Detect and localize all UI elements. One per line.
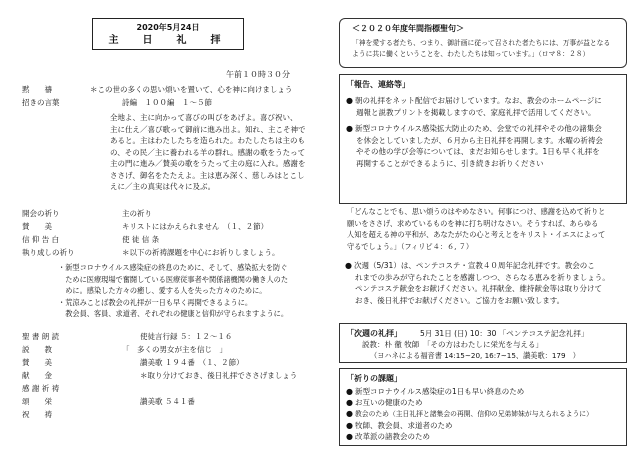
order-label: 賛 美: [22, 358, 52, 367]
order-value: 讃美歌 １９４番 （１、２節）: [140, 358, 244, 367]
order-label: 黙 禱: [22, 85, 52, 94]
order-label: 招きの言葉: [22, 98, 60, 107]
next-week-datetime: 5月 31日 (日) 10：30 「ペンテコステ記念礼拝」: [420, 329, 589, 338]
bullet-icon: ●: [346, 124, 353, 133]
order-value: 主の祈り: [122, 209, 152, 218]
prayer-topics-heading: 「祈りの課題」: [346, 374, 402, 383]
text-line: えに／主の真実は代々に及ぶ。: [110, 182, 216, 191]
order-value: ＊以下の祈祷課題を中心にお祈りしましょう。: [122, 248, 280, 257]
text-line: おき、後日礼拝でお献げください。ご協力をお願い致します。: [355, 295, 565, 305]
bullet-icon: ●: [346, 398, 353, 407]
text-line: 週報と説教プリントを掲載しますので、家庭礼拝で活用してください。: [356, 107, 596, 117]
order-label: 祝 祷: [22, 410, 52, 419]
text-line: ・荒涼みことば教会の礼拝が一日も早く再開できるように。: [58, 297, 253, 307]
text-line: ように共に働くということを、わたしたちは知っています。」（ロマ８：２８）: [352, 50, 590, 58]
text-line: 人知を超える神の平和が、あなたがたの心と考えとをキリスト・イエスによって: [347, 230, 606, 239]
order-value: 詩編 １００編 １〜５節: [122, 98, 212, 107]
order-label: 聖 書 朗 読: [22, 332, 60, 341]
pentecost-notice: [345, 260, 610, 306]
order-label: 開会の祈り: [22, 209, 60, 218]
list-item: ● お互いの健康のため: [346, 398, 423, 407]
bullet-icon: ●: [346, 96, 353, 105]
order-value: ＊この世の多くの思い煩いを置いて、心を神に向けましょう: [90, 85, 293, 94]
service-time: 午前１０時３０分: [226, 70, 290, 79]
order-value: 使 徒 信 条: [122, 235, 160, 244]
text-line: ・新型コロナウイルス感染症の終息のために、そして、感染拡大を防ぐ: [58, 263, 288, 272]
list-item: ● 教会のため（主日礼拝と諸集会の再開、信仰の兄弟姉妹が与えられるように）: [346, 409, 593, 418]
prayer-topics-list: [346, 386, 593, 442]
text-line: ために医療現場で奮闘している医療従事者や関係諸機関の働き人のた: [58, 274, 289, 284]
report-item: [346, 123, 603, 169]
order-value: キリストにはかえられません （１、２節）: [122, 222, 269, 231]
annual-verse-box: [339, 18, 627, 68]
text-line: 主に仕え／喜び歌って御前に進み出よ。知れ、主こそ神で: [110, 124, 306, 134]
prayer-topics-box: [339, 368, 627, 446]
order-value: 讃美歌 ５４１番: [140, 397, 195, 406]
text-line: めに。感染した方々の癒し、愛する人を失った方々のために。: [58, 286, 267, 295]
order-label: 献 金: [22, 371, 52, 380]
text-line: 新型コロナウイルス感染拡大防止のため、会堂での礼拝やその他の諸集会: [354, 124, 602, 133]
next-week-preacher: 説教：朴 徹 牧師 「その方はわたしに栄光を与える」: [362, 340, 544, 349]
list-item: ● 新型コロナウイルス感染症の1日も早い終息のため: [346, 387, 525, 396]
text-line: 願いをささげ、求めているものを神に打ち明けなさい。そうすれば、あらゆる: [347, 218, 599, 228]
text-line: 次週（5/31）は、ペンテコステ・宣教４０周年記念礼拝です。教会のこ: [353, 261, 595, 270]
text-line: 再開することができるように、引き続きお祈りください: [356, 158, 544, 168]
text-line: 主の門に進み／賛美の歌をうたって主の庭に入れ。感謝を: [110, 159, 306, 168]
verse-heading: ＜２０２０年度年間指標聖句＞: [352, 24, 464, 33]
order-label: 説 教: [22, 345, 52, 354]
order-label: 感 謝 祈 祷: [22, 384, 60, 393]
order-label: 執り成しの祈り: [22, 248, 75, 257]
text-line: あると。主はわたしたちを造られた。わたしたちは主のも: [110, 136, 305, 145]
reports-heading: 「報告、連絡等」: [346, 80, 410, 89]
announcements-column: [325, 0, 640, 452]
text-line: 全地よ、主に向かって喜びの叫びをあげよ。喜び祝い、: [110, 113, 298, 122]
list-item: ● 牧師、教会員、求道者のため: [346, 421, 453, 430]
scripture-quote: [347, 206, 605, 252]
order-value: 使徒言行録 ５：１２〜１６: [140, 332, 233, 341]
verse-text: [352, 38, 610, 60]
text-line: 守るでしょう。」（フィリピ４：６, ７）: [347, 241, 474, 251]
reports-box: [339, 74, 627, 204]
text-line: 教会員、客員、求道者、それぞれの健康と信仰が守られますように。: [58, 309, 289, 318]
bullet-icon: ●: [345, 261, 352, 270]
text-line: やその他の学び会等については、まだお知らせします。1日も早く礼拝を: [356, 147, 600, 156]
list-item: ● 改革派の諸教会のため: [346, 432, 430, 441]
text-line: の、その民／主に養われる羊の群れ。感謝の歌をうたって: [110, 147, 306, 157]
bullet-icon: ●: [346, 409, 353, 418]
bullet-icon: ●: [346, 387, 353, 396]
service-title-box: [92, 18, 244, 50]
text-line: れまでの歩みが守られたことを感謝しつつ、さらなる恵みを祈りましょう。: [355, 272, 610, 282]
text-line: 「神を愛する者たち、つまり、御計画に従って召された者たちには、万事が益となる: [352, 39, 611, 47]
next-week-heading: 「次週の礼拝」: [346, 329, 402, 338]
order-label: 賛 美: [22, 222, 52, 231]
text-line: 朝の礼拝をネット配信でお届けしています。なお、教会のホームページに: [354, 96, 602, 105]
text-line: 「どんなことでも、思い煩うのはやめなさい。何事につけ、感謝を込めて祈りと: [347, 207, 606, 216]
call-to-worship-text: [110, 112, 305, 193]
next-week-box: [339, 323, 627, 363]
order-label: 信 仰 告 白: [22, 235, 60, 244]
text-line: ささげ、御名をたたえよ。主は恵み深く、慈しみはとこし: [110, 170, 305, 180]
text-line: ペンテコステ献金をお献げください。礼拝献金、維持献金等は取り分けて: [355, 284, 603, 293]
service-title: 主 日 礼 拝: [108, 35, 228, 46]
order-value: ＊取り分けておき、後日礼拝でささげましょう: [140, 371, 298, 380]
bullet-icon: ●: [346, 421, 353, 430]
service-date: 2020年5月24日: [136, 23, 200, 32]
next-week-reading: （ヨハネによる福音書 14:15~20, 16:7~15、讃美歌：179 ）: [370, 351, 580, 360]
intercession-topics: [58, 262, 288, 320]
text-line: を休会としていましたが、６月から主日礼拝を再開します。水曜の祈祷会: [356, 135, 603, 145]
order-value: 「 多くの男女が主を信じ 」: [122, 345, 227, 354]
order-label: 頌 栄: [22, 397, 52, 406]
bullet-icon: ●: [346, 432, 353, 441]
report-item: [346, 95, 602, 118]
